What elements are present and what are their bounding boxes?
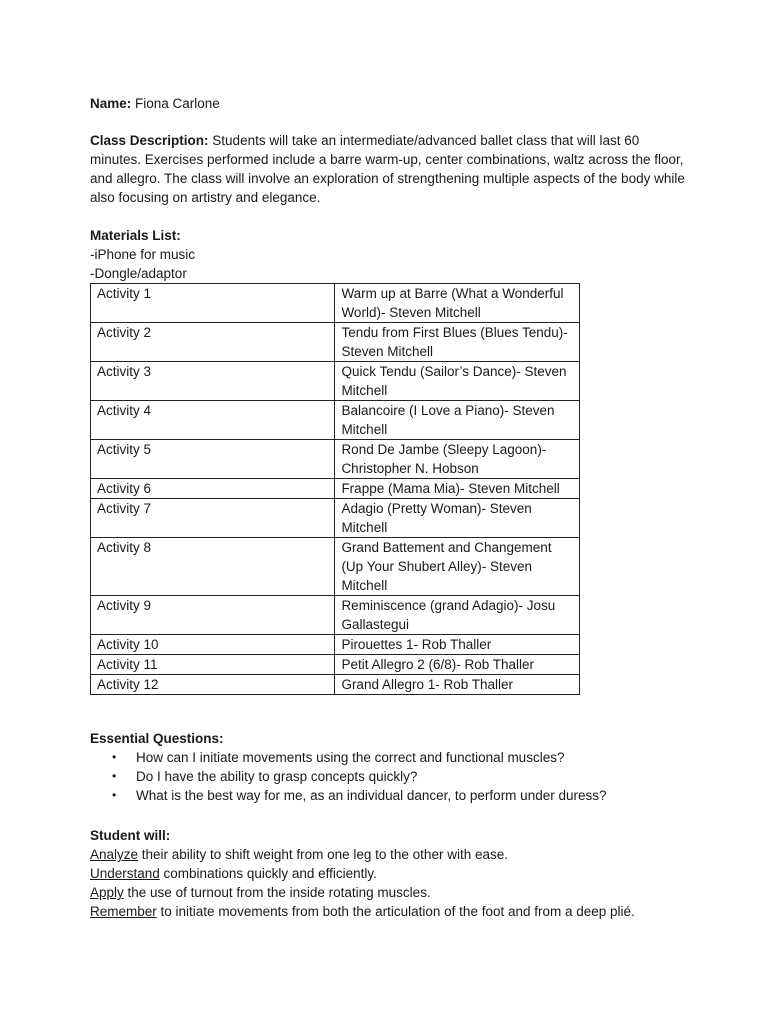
class-description-text: Students will take an intermediate/advanced ballet class that will last 60 minutes. Exercises performed include a barre warm-up, center combinations, waltz across the floor, and allegro. The class will involve an exploration of strengthening multiple aspects of the body while also focusing on artistry and elegance. (90, 133, 685, 205)
name-value: Fiona Carlone (131, 96, 220, 111)
materials-list (90, 226, 690, 283)
activity-description-cell: Rond De Jambe (Sleepy Lagoon)- Christopher N. Hobson (335, 440, 580, 479)
class-description-label: Class Description: (90, 133, 209, 148)
objective-text: the use of turnout from the inside rotating muscles. (123, 885, 431, 900)
table-row (91, 635, 580, 655)
table-row (91, 675, 580, 695)
student-will-label: Student will: (90, 828, 171, 843)
activity-name-cell: Activity 4 (91, 401, 335, 440)
name-line (90, 94, 690, 113)
materials-item: -Dongle/adaptor (90, 266, 187, 281)
table-row (91, 655, 580, 675)
activity-name-cell: Activity 1 (91, 284, 335, 323)
student-will-list (90, 845, 690, 921)
bullet-icon: • (112, 750, 117, 764)
activity-name-cell: Activity 9 (91, 596, 335, 635)
list-item (90, 902, 690, 921)
table-row (91, 401, 580, 440)
activity-description-cell: Quick Tendu (Sailor’s Dance)- Steven Mitchell (335, 362, 580, 401)
activity-description-cell: Grand Battement and Changement (Up Your Shubert Alley)- Steven Mitchell (335, 538, 580, 596)
activity-name-cell: Activity 12 (91, 675, 335, 695)
table-row (91, 479, 580, 499)
activity-description-cell: Warm up at Barre (What a Wonderful World)- Steven Mitchell (335, 284, 580, 323)
activity-description-cell: Petit Allegro 2 (6/8)- Rob Thaller (335, 655, 580, 675)
objective-text: combinations quickly and efficiently. (159, 866, 377, 881)
activity-description-cell: Adagio (Pretty Woman)- Steven Mitchell (335, 499, 580, 538)
table-row (91, 440, 580, 479)
materials-label: Materials List: (90, 228, 181, 243)
list-item (90, 748, 690, 767)
objective-verb: Understand (90, 866, 160, 881)
question-text: Do I have the ability to grasp concepts quickly? (136, 769, 418, 784)
activity-description-cell: Tendu from First Blues (Blues Tendu)- Steven Mitchell (335, 323, 580, 362)
essential-questions-list (90, 748, 690, 805)
question-text: What is the best way for me, as an individual dancer, to perform under duress? (136, 788, 607, 803)
objective-text: their ability to shift weight from one leg to the other with ease. (138, 847, 508, 862)
table-row (91, 596, 580, 635)
objective-verb: Apply (90, 885, 124, 900)
activity-name-cell: Activity 2 (91, 323, 335, 362)
activity-name-cell: Activity 6 (91, 479, 335, 499)
table-row (91, 284, 580, 323)
table-row (91, 323, 580, 362)
activity-name-cell: Activity 7 (91, 499, 335, 538)
activity-name-cell: Activity 5 (91, 440, 335, 479)
activity-description-cell: Grand Allegro 1- Rob Thaller (335, 675, 580, 695)
activity-name-cell: Activity 11 (91, 655, 335, 675)
list-item (90, 786, 690, 805)
bullet-icon: • (112, 788, 117, 802)
name-label: Name: (90, 96, 132, 111)
activities-table (90, 283, 580, 695)
activity-description-cell: Pirouettes 1- Rob Thaller (335, 635, 580, 655)
essential-questions (90, 729, 690, 805)
objective-verb: Analyze (90, 847, 139, 862)
objective-verb: Remember (90, 904, 157, 919)
table-row (91, 362, 580, 401)
list-item (90, 767, 690, 786)
list-item (90, 845, 690, 864)
activity-description-cell: Reminiscence (grand Adagio)- Josu Gallastegui (335, 596, 580, 635)
table-row (91, 499, 580, 538)
activity-description-cell: Frappe (Mama Mia)- Steven Mitchell (335, 479, 580, 499)
essential-questions-label: Essential Questions: (90, 731, 224, 746)
activity-description-cell: Balancoire (I Love a Piano)- Steven Mitchell (335, 401, 580, 440)
objective-text: to initiate movements from both the articulation of the foot and from a deep plié. (156, 904, 635, 919)
activity-name-cell: Activity 10 (91, 635, 335, 655)
question-text: How can I initiate movements using the correct and functional muscles? (136, 750, 565, 765)
list-item (90, 883, 690, 902)
class-description (90, 131, 690, 207)
bullet-icon: • (112, 769, 117, 783)
activity-name-cell: Activity 8 (91, 538, 335, 596)
activity-name-cell: Activity 3 (91, 362, 335, 401)
list-item (90, 864, 690, 883)
materials-item: -iPhone for music (90, 247, 196, 262)
table-row (91, 538, 580, 596)
student-will (90, 826, 690, 921)
